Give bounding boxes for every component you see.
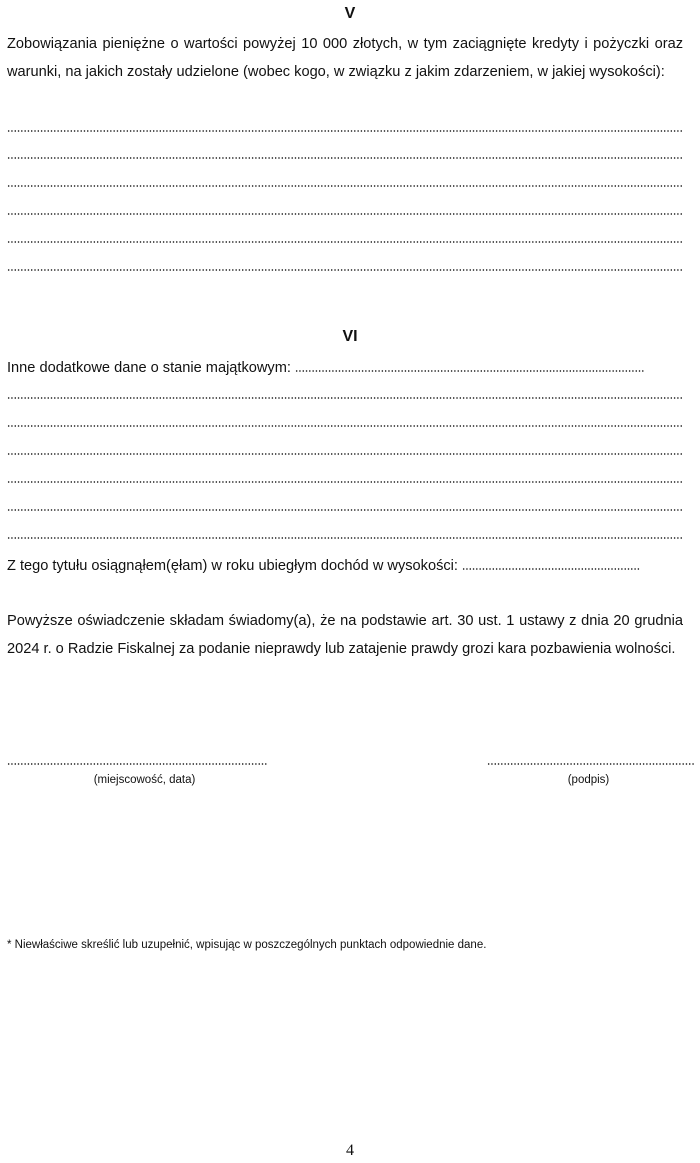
other-data-row	[7, 359, 683, 377]
section-vi-fill-line-3[interactable]	[7, 453, 683, 455]
section-v-fill-line-2[interactable]	[7, 157, 683, 159]
signature-dots	[487, 763, 694, 765]
other-data-label: Inne dodatkowe dane o stanie majątkowym:	[7, 360, 291, 376]
section-v-heading: V	[344, 5, 356, 22]
section-vi-fill-line-6[interactable]	[7, 537, 683, 539]
section-vi-fill-line-2[interactable]	[7, 425, 683, 427]
footnote: * Niewłaściwe skreślić lub uzupełnić, wpisując w poszczególnych punktach odpowiednie dane.	[7, 939, 487, 951]
section-v-fill-line-1[interactable]	[7, 130, 683, 132]
place-date-label: (miejscowość, data)	[93, 774, 196, 786]
page-number: 4	[346, 1142, 354, 1159]
section-vi-fill-line-1[interactable]	[7, 397, 683, 399]
signature-field[interactable]	[487, 763, 694, 765]
other-data-fill[interactable]	[295, 370, 645, 372]
declaration-text: Powyższe oświadczenie składam świadomy(a), że na podstawie art. 30 ust. 1 ustawy z dnia 20 grudnia 2024 r. o Radzie Fiskalnej za podanie nieprawdy lub zatajenie prawdy grozi kara pozbawienia wolności.	[7, 613, 683, 657]
section-v-fill-line-4[interactable]	[7, 213, 683, 215]
section-v-fill-line-6[interactable]	[7, 269, 683, 271]
signature-label: (podpis)	[567, 774, 610, 786]
section-vi-fill-line-4[interactable]	[7, 481, 683, 483]
section-vi-heading: VI	[342, 328, 358, 345]
income-row	[7, 557, 683, 575]
place-date-field[interactable]	[7, 763, 267, 765]
section-v-fill-line-5[interactable]	[7, 241, 683, 243]
section-vi-fill-line-5[interactable]	[7, 509, 683, 511]
income-fill[interactable]	[462, 568, 640, 570]
section-v-fill-line-3[interactable]	[7, 185, 683, 187]
income-label: Z tego tytułu osiągnąłem(ęłam) w roku ubiegłym dochód w wysokości:	[7, 558, 458, 574]
place-date-dots	[7, 763, 267, 765]
section-v-description: Zobowiązania pieniężne o wartości powyżej 10 000 złotych, w tym zaciągnięte kredyty i pożyczki oraz warunki, na jakich zostały udzielone (wobec kogo, w związku z jakim zdarzeniem, w jakiej wysokości):	[7, 36, 683, 80]
